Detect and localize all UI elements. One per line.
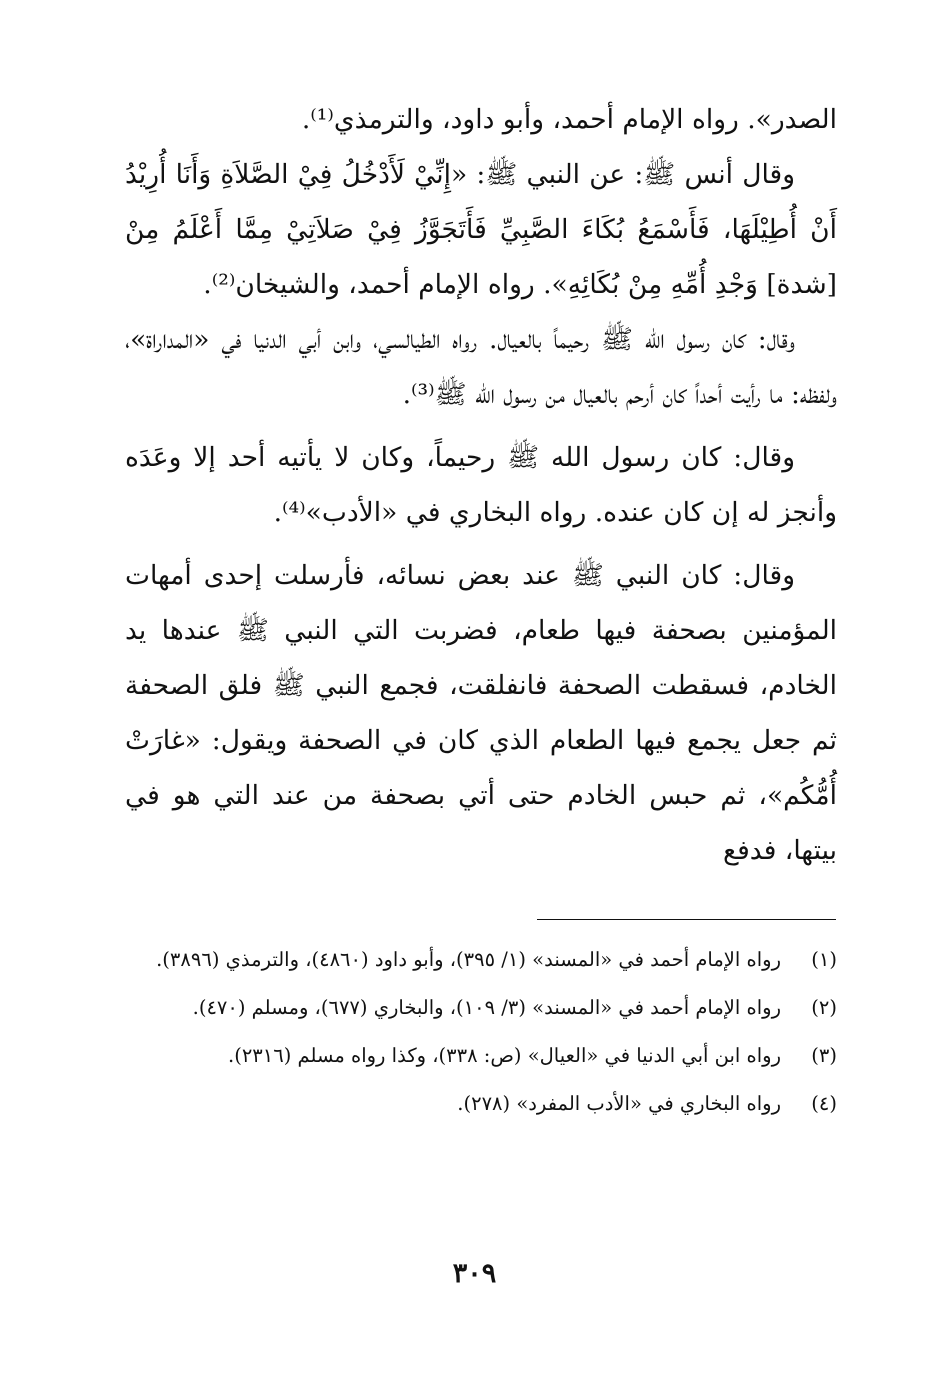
page-number: ٣٠٩ bbox=[452, 1258, 497, 1289]
footnote-item bbox=[125, 1034, 837, 1078]
footnote-text: رواه البخاري في «الأدب المفرد» (٢٧٨). bbox=[457, 1092, 781, 1115]
footnote-text: رواه الإمام أحمد في «المسند» (١/ ٣٩٥)، وأبو داود (٤٨٦٠)، والترمذي (٣٨٩٦). bbox=[156, 948, 781, 971]
paragraph: الصدر». رواه الإمام أحمد، وأبو داود، والترمذي⁽¹⁾. bbox=[301, 104, 837, 135]
footnote-item bbox=[125, 938, 837, 982]
main-text bbox=[125, 92, 837, 878]
footnote-item bbox=[125, 986, 837, 1030]
paragraph: وقال: كان النبي ﷺ عند بعض نسائه، فأرسلت إحدى أمهات المؤمنين بصحفة فيها طعام، فضربت التي النبي ﷺ عندها يد الخادم، فسقطت الصحفة فانفلقت، فجمع النبي ﷺ فلق الصحفة ثم جعل يجمع فيها الطعام الذي كان في الصحفة ويقول: «غارَتْ أُمُّكُم»، ثم حبس الخادم حتى أتي بصحفة من عند التي هو في بيتها، فدفع bbox=[125, 560, 837, 866]
footnote-number: (١) bbox=[811, 948, 837, 971]
footnotes bbox=[125, 938, 837, 1130]
paragraph: وقال: كان رسول الله ﷺ رحيماً، وكان لا يأتيه أحد إلا وعَدَه وأنجز له إن كان عنده. رواه البخاري في «الأدب»⁽⁴⁾. bbox=[125, 442, 837, 528]
footnote-separator bbox=[537, 919, 836, 920]
footnote-text: رواه ابن أبي الدنيا في «العيال» (ص: ٣٣٨)، وكذا رواه مسلم (٢٣١٦). bbox=[228, 1044, 781, 1067]
footnote-number: (٢) bbox=[811, 996, 837, 1019]
footnote-text: رواه الإمام أحمد في «المسند» (٣/ ١٠٩)، والبخاري (٦٧٧)، ومسلم (٤٧٠). bbox=[192, 996, 781, 1019]
footnote-number: (٤) bbox=[811, 1092, 837, 1115]
footnote-item bbox=[125, 1082, 837, 1126]
paragraph: وقال أنس ﷺ: عن النبي ﷺ: «إِنِّيْ لَأَدْخُلُ فِيْ الصَّلاَةِ وَأَنَا أُرِيْدُ أَنْ أُطِيْلَهَا، فَأَسْمَعُ بُكَاءَ الصَّبِيِّ فَأَتَجَوَّزُ فِيْ صَلاَتِيْ مِمَّا أَعْلَمُ مِنْ [شدة] وَجْدِ أُمِّهِ مِنْ بُكَائِهِ». رواه الإمام أحمد، والشيخان⁽²⁾. bbox=[125, 159, 837, 300]
footnote-number: (٣) bbox=[811, 1044, 837, 1067]
paragraph: وقال: كان رسول الله ﷺ رحيماً بالعيال. رواه الطيالسي، وابن أبي الدنيا في «المداراة»، ولفظه: ما رأيت أحداً كان أرحم بالعيال من رسول الله ﷺ⁽³⁾. bbox=[125, 324, 837, 410]
